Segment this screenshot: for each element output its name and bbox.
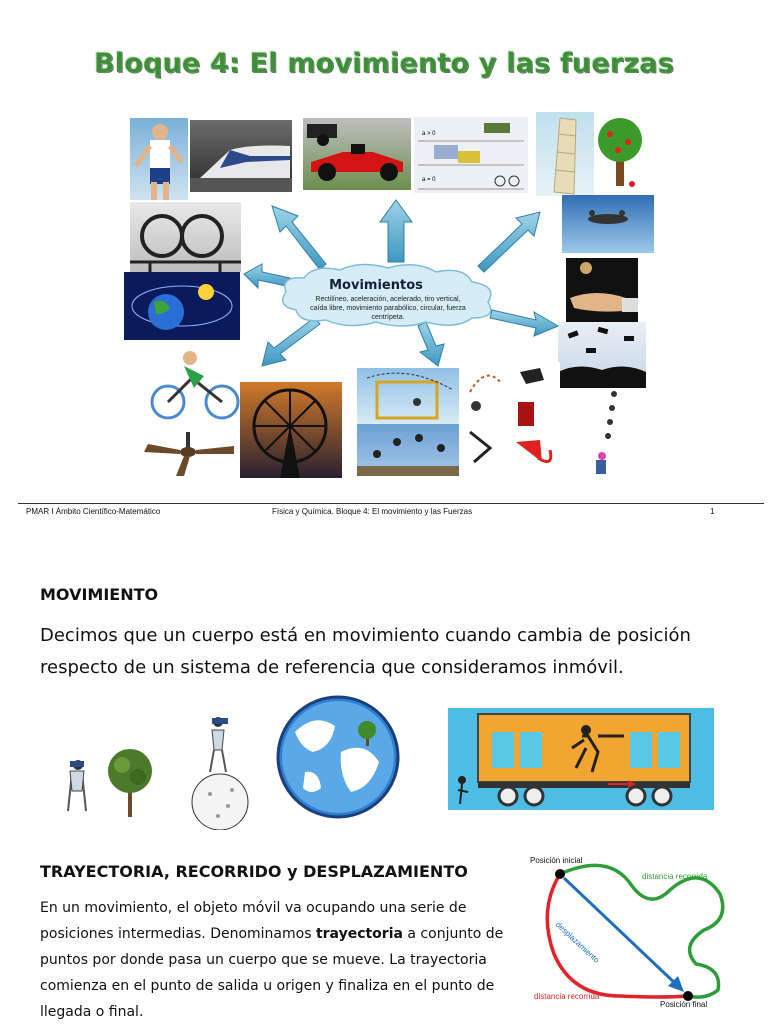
observer-and-tree-image bbox=[48, 735, 168, 825]
start-point-icon bbox=[555, 869, 565, 879]
displacement-line bbox=[564, 878, 678, 986]
dist-bottom-label: distancia recorrida bbox=[534, 992, 600, 1001]
trajectory-diagram bbox=[520, 850, 760, 1020]
movimiento-text: Decimos que un cuerpo está en movimiento cuando cambia de posición respecto de un sistema de referencia que consideramos inmóvil. bbox=[40, 625, 691, 678]
trayectoria-text bbox=[40, 895, 512, 1025]
projectile-figures-image bbox=[460, 362, 560, 478]
race-car-image bbox=[303, 118, 411, 190]
roller-coaster-image bbox=[130, 202, 241, 272]
trayectoria-heading: TRAYECTORIA, RECORRIDO y DESPLAZAMIENTO bbox=[40, 862, 468, 881]
trayectoria-bold-term: trayectoria bbox=[315, 926, 403, 942]
footer-page-number: 1 bbox=[710, 507, 715, 516]
svg-text:a = 0: a = 0 bbox=[422, 177, 436, 183]
cloud-text: Rectilíneo, aceleración, acelerado, tiro vertical, caída libre, movimiento parabólico, circular, fuerza centrípeta. bbox=[310, 296, 466, 321]
pisa-tower-image bbox=[536, 112, 594, 196]
dist-top-label: distancia recorrida bbox=[642, 872, 708, 881]
graduation-caps-image bbox=[558, 322, 646, 388]
trayectoria-text-before: En un movimiento, el objeto móvil va ocupando una serie de posiciones intermedias. Denominamos bbox=[40, 900, 467, 942]
desplazamiento-label: desplazamiento bbox=[553, 920, 601, 965]
train-wagon-image bbox=[448, 708, 714, 810]
cyclist-image bbox=[148, 348, 242, 422]
footer-center: Física y Química. Bloque 4: El movimiento y las Fuerzas bbox=[272, 507, 473, 516]
arrow-up-icon bbox=[380, 200, 412, 262]
acceleration-diagram-image bbox=[414, 117, 528, 193]
observer-on-moon-image bbox=[188, 710, 258, 830]
pos-inicial-label: Posición inicial bbox=[530, 856, 583, 865]
ceiling-fan-image bbox=[138, 430, 238, 478]
svg-text:a > 0: a > 0 bbox=[422, 131, 436, 137]
juggler-image bbox=[584, 388, 628, 478]
pos-final-label: Posición final bbox=[660, 1000, 708, 1009]
ferris-wheel-image bbox=[240, 382, 342, 478]
arrow-down-icon bbox=[418, 322, 444, 366]
page-title: Bloque 4: El movimiento y las fuerzas bbox=[94, 48, 674, 79]
runner-image bbox=[130, 118, 188, 200]
coin-hand-image bbox=[566, 258, 638, 322]
footer-left: PMAR I Ámbito Científico-Matemático bbox=[26, 507, 161, 516]
green-path bbox=[560, 865, 723, 997]
motocross-image bbox=[357, 424, 459, 476]
skydivers-image bbox=[562, 195, 654, 253]
arrow-up-left-icon bbox=[272, 206, 326, 270]
earth-orbit-image bbox=[124, 272, 240, 340]
trayectoria-text-after: a conjunto de puntos por donde pasa un cuerpo que se mueve. La trayectoria comienza en el punto de salida u origen y finaliza en el punto de llegada o final. bbox=[40, 926, 504, 1020]
arrow-right-icon bbox=[490, 310, 558, 336]
earth-globe-image bbox=[275, 692, 401, 822]
apple-tree-image bbox=[594, 112, 646, 194]
soccer-goal-image bbox=[357, 368, 459, 424]
movimiento-heading: MOVIMIENTO bbox=[40, 585, 159, 604]
train-image bbox=[190, 120, 292, 192]
cloud-title: Movimientos bbox=[329, 278, 423, 293]
footer-divider bbox=[18, 503, 764, 504]
